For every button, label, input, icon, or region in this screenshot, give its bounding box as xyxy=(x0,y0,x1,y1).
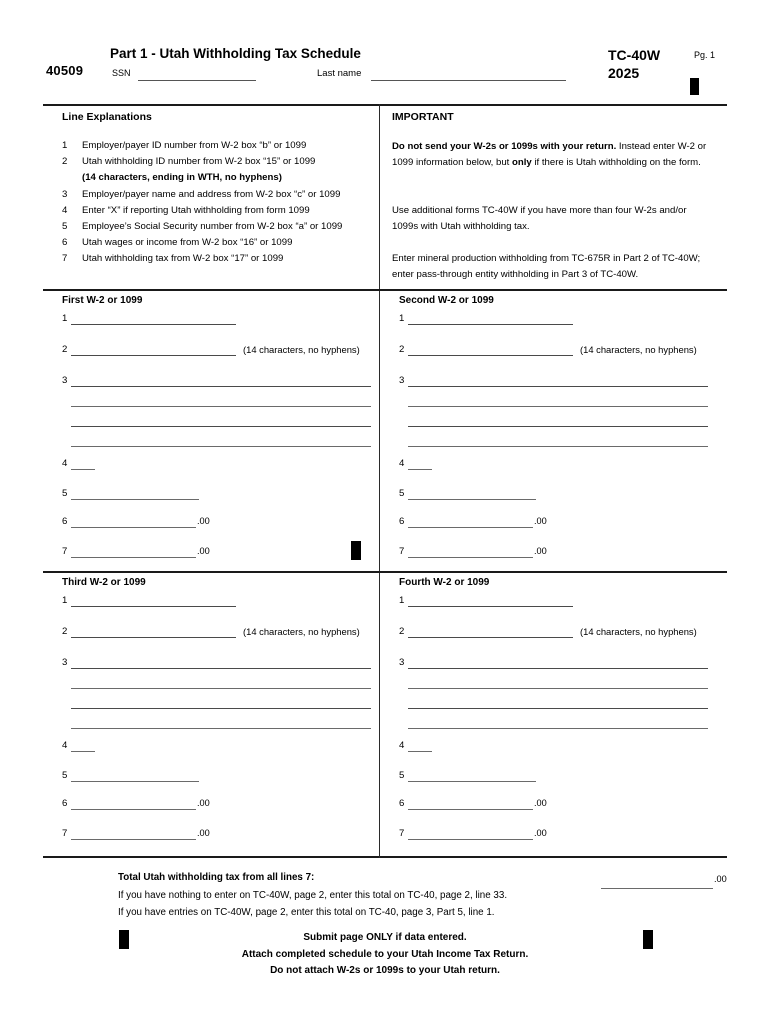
line-explanations-list xyxy=(62,138,372,268)
field-input-line[interactable] xyxy=(408,637,573,638)
line-explanations-title: Line Explanations xyxy=(62,111,152,123)
field-number-n7: 7 xyxy=(399,546,405,557)
w2-block-title: Fourth W-2 or 1099 xyxy=(399,577,490,588)
line-explanation-number: 4 xyxy=(62,204,68,216)
line-explanation-text: Utah withholding tax from W-2 box “17” or 1099 xyxy=(82,253,284,265)
field-number-n3: 3 xyxy=(399,375,405,386)
form-number: 40509 xyxy=(46,63,84,78)
field-number-n4: 4 xyxy=(399,458,405,469)
submit-line-2: Attach completed schedule to your Utah Income Tax Return. xyxy=(241,948,529,960)
field-input-line[interactable] xyxy=(408,355,573,356)
field-input-line[interactable] xyxy=(408,406,708,407)
total-instructions xyxy=(118,869,578,922)
important-warning-emphasis: only xyxy=(512,157,532,169)
cents-label: .00 xyxy=(197,828,210,838)
line-explanation-row xyxy=(62,251,372,267)
field-number-n2: 2 xyxy=(399,344,405,355)
field-input-line[interactable] xyxy=(408,469,432,470)
field-input-line[interactable] xyxy=(71,446,371,447)
field-number-n2: 2 xyxy=(62,344,68,355)
field-number-n4: 4 xyxy=(62,458,68,469)
field-number-n1: 1 xyxy=(62,313,68,324)
field-input-line[interactable] xyxy=(408,839,533,840)
field-input-line[interactable] xyxy=(71,324,236,325)
ssn-input[interactable] xyxy=(138,80,256,81)
field-input-line[interactable] xyxy=(71,637,236,638)
last-name-input[interactable] xyxy=(371,80,566,81)
field-input-line[interactable] xyxy=(408,527,533,528)
field-input-line[interactable] xyxy=(408,499,536,500)
line-explanation-row xyxy=(62,170,372,186)
field-input-line[interactable] xyxy=(408,688,708,689)
field-number-n5: 5 xyxy=(399,488,405,499)
field-input-line[interactable] xyxy=(71,426,371,427)
field-number-n7: 7 xyxy=(62,546,68,557)
total-label: Total Utah withholding tax from all lines 7: xyxy=(118,872,315,883)
vertical-divider xyxy=(379,104,380,858)
line-explanation-number: 1 xyxy=(62,140,68,151)
withholding-id-hint: (14 characters, no hyphens) xyxy=(243,344,360,355)
total-cents-label: .00 xyxy=(714,874,727,884)
cents-label: .00 xyxy=(197,546,210,556)
field-number-n6: 6 xyxy=(399,516,405,527)
field-input-line[interactable] xyxy=(408,751,432,752)
horizontal-divider xyxy=(43,571,727,573)
withholding-id-hint: (14 characters, no hyphens) xyxy=(243,626,360,637)
line-explanation-text: Enter “X” if reporting Utah withholding from form 1099 xyxy=(82,204,310,216)
submit-line-1: Submit page ONLY if data entered. xyxy=(303,932,467,943)
field-number-n2: 2 xyxy=(62,626,68,637)
line-explanation-text: Utah withholding ID number from W-2 box “15” or 1099 xyxy=(82,156,316,168)
field-input-line[interactable] xyxy=(71,355,236,356)
field-input-line[interactable] xyxy=(408,668,708,669)
w2-block-title: Second W-2 or 1099 xyxy=(399,295,494,306)
form-code: TC-40W xyxy=(608,47,661,63)
cents-label: .00 xyxy=(534,828,547,838)
important-warning-lead: Do not send your W-2s or 1099s with your return. xyxy=(392,141,617,152)
field-input-line[interactable] xyxy=(408,324,573,325)
field-input-line[interactable] xyxy=(408,728,708,729)
field-number-n6: 6 xyxy=(62,516,68,527)
total-amount-input[interactable] xyxy=(601,888,713,889)
field-input-line[interactable] xyxy=(71,406,371,407)
field-number-n3: 3 xyxy=(62,375,68,386)
line-explanation-text: Utah wages or income from W-2 box “16” or 1099 xyxy=(82,237,293,249)
field-number-n3: 3 xyxy=(62,657,68,668)
field-number-n1: 1 xyxy=(399,595,405,606)
total-note-2: If you have entries on TC-40W, page 2, enter this total on TC-40, page 3, Part 5, line 1. xyxy=(118,907,495,918)
field-number-n6: 6 xyxy=(399,798,405,809)
field-input-line[interactable] xyxy=(71,386,371,387)
w2-block-title: First W-2 or 1099 xyxy=(62,295,143,306)
important-title: IMPORTANT xyxy=(392,111,454,123)
important-paragraph-2: Use additional forms TC-40W if you have more than four W-2s and/or 1099s with Utah withholding tax. xyxy=(392,205,687,233)
field-input-line[interactable] xyxy=(71,688,371,689)
field-input-line[interactable] xyxy=(71,781,199,782)
line-explanation-number: 3 xyxy=(62,188,68,200)
withholding-id-hint: (14 characters, no hyphens) xyxy=(580,344,697,355)
line-explanation-number: 6 xyxy=(62,237,68,249)
total-note-1: If you have nothing to enter on TC-40W, page 2, enter this total on TC-40, page 2, line 33. xyxy=(118,889,508,901)
line-explanation-row xyxy=(62,203,372,219)
registration-mark-icon xyxy=(690,78,699,95)
important-paragraph-3: Enter mineral production withholding from TC-675R in Part 2 of TC-40W; enter pass-through entity withholding in Part 3 of TC-40W. xyxy=(392,253,701,281)
w2-block-title: Third W-2 or 1099 xyxy=(62,577,146,588)
field-number-n3: 3 xyxy=(399,657,405,668)
important-warning-tail: if there is Utah withholding on the form. xyxy=(531,157,701,169)
line-explanation-number: 2 xyxy=(62,156,68,168)
important-warning-body: Instead enter W-2 or 1099 information below, but xyxy=(392,141,707,169)
field-number-n7: 7 xyxy=(399,828,405,839)
field-number-n4: 4 xyxy=(62,740,68,751)
field-number-n5: 5 xyxy=(62,488,68,499)
field-input-line[interactable] xyxy=(408,446,708,447)
field-number-n2: 2 xyxy=(399,626,405,637)
field-input-line[interactable] xyxy=(408,606,573,607)
cents-label: .00 xyxy=(197,516,210,526)
line-explanation-number: 7 xyxy=(62,253,68,265)
field-input-line[interactable] xyxy=(71,606,236,607)
field-input-line[interactable] xyxy=(408,809,533,810)
field-input-line[interactable] xyxy=(71,469,95,470)
cents-label: .00 xyxy=(197,798,210,808)
field-input-line[interactable] xyxy=(408,708,708,709)
line-explanation-row xyxy=(62,219,372,235)
field-number-n7: 7 xyxy=(62,828,68,839)
field-input-line[interactable] xyxy=(71,839,196,840)
field-number-n4: 4 xyxy=(399,740,405,751)
field-input-line[interactable] xyxy=(71,751,95,752)
field-input-line[interactable] xyxy=(408,557,533,558)
field-input-line[interactable] xyxy=(71,708,371,709)
field-input-line[interactable] xyxy=(71,809,196,810)
line-explanation-row xyxy=(62,235,372,251)
page-title: Part 1 - Utah Withholding Tax Schedule xyxy=(110,46,361,61)
page-number-label: Pg. 1 xyxy=(694,50,716,60)
field-number-n1: 1 xyxy=(399,313,405,324)
submit-line-3: Do not attach W-2s or 1099s to your Utah return. xyxy=(270,965,500,976)
field-input-line[interactable] xyxy=(71,527,196,528)
line-explanation-text: Employer/payer name and address from W-2 box “c” or 1099 xyxy=(82,188,341,200)
withholding-id-hint: (14 characters, no hyphens) xyxy=(580,626,697,637)
cents-label: .00 xyxy=(534,516,547,526)
field-number-n5: 5 xyxy=(399,770,405,781)
line-explanation-row xyxy=(62,154,372,170)
field-input-line[interactable] xyxy=(71,557,196,558)
line-explanation-text: Employer/payer ID number from W-2 box “b” or 1099 xyxy=(82,140,307,151)
field-input-line[interactable] xyxy=(408,426,708,427)
field-number-n6: 6 xyxy=(62,798,68,809)
cents-label: .00 xyxy=(534,546,547,556)
field-input-line[interactable] xyxy=(71,728,371,729)
line-explanation-number xyxy=(62,170,82,186)
horizontal-divider xyxy=(43,289,727,291)
submit-instructions xyxy=(0,930,770,980)
field-number-n5: 5 xyxy=(62,770,68,781)
cents-label: .00 xyxy=(534,798,547,808)
field-input-line[interactable] xyxy=(408,386,708,387)
line-explanation-text: Employee’s Social Security number from W-2 box “a” or 1099 xyxy=(82,221,343,233)
form-year: 2025 xyxy=(608,65,640,81)
field-input-line[interactable] xyxy=(71,499,199,500)
line-explanation-text: (14 characters, ending in WTH, no hyphens) xyxy=(82,172,282,184)
field-number-n1: 1 xyxy=(62,595,68,606)
field-input-line[interactable] xyxy=(408,781,536,782)
field-input-line[interactable] xyxy=(71,668,371,669)
line-explanation-row xyxy=(62,187,372,203)
line-explanation-number: 5 xyxy=(62,221,68,233)
line-explanation-row xyxy=(62,138,372,154)
important-paragraph-1 xyxy=(392,139,710,171)
last-name-label: Last name xyxy=(317,68,362,79)
ssn-label: SSN xyxy=(112,68,131,78)
form-header xyxy=(0,0,770,98)
